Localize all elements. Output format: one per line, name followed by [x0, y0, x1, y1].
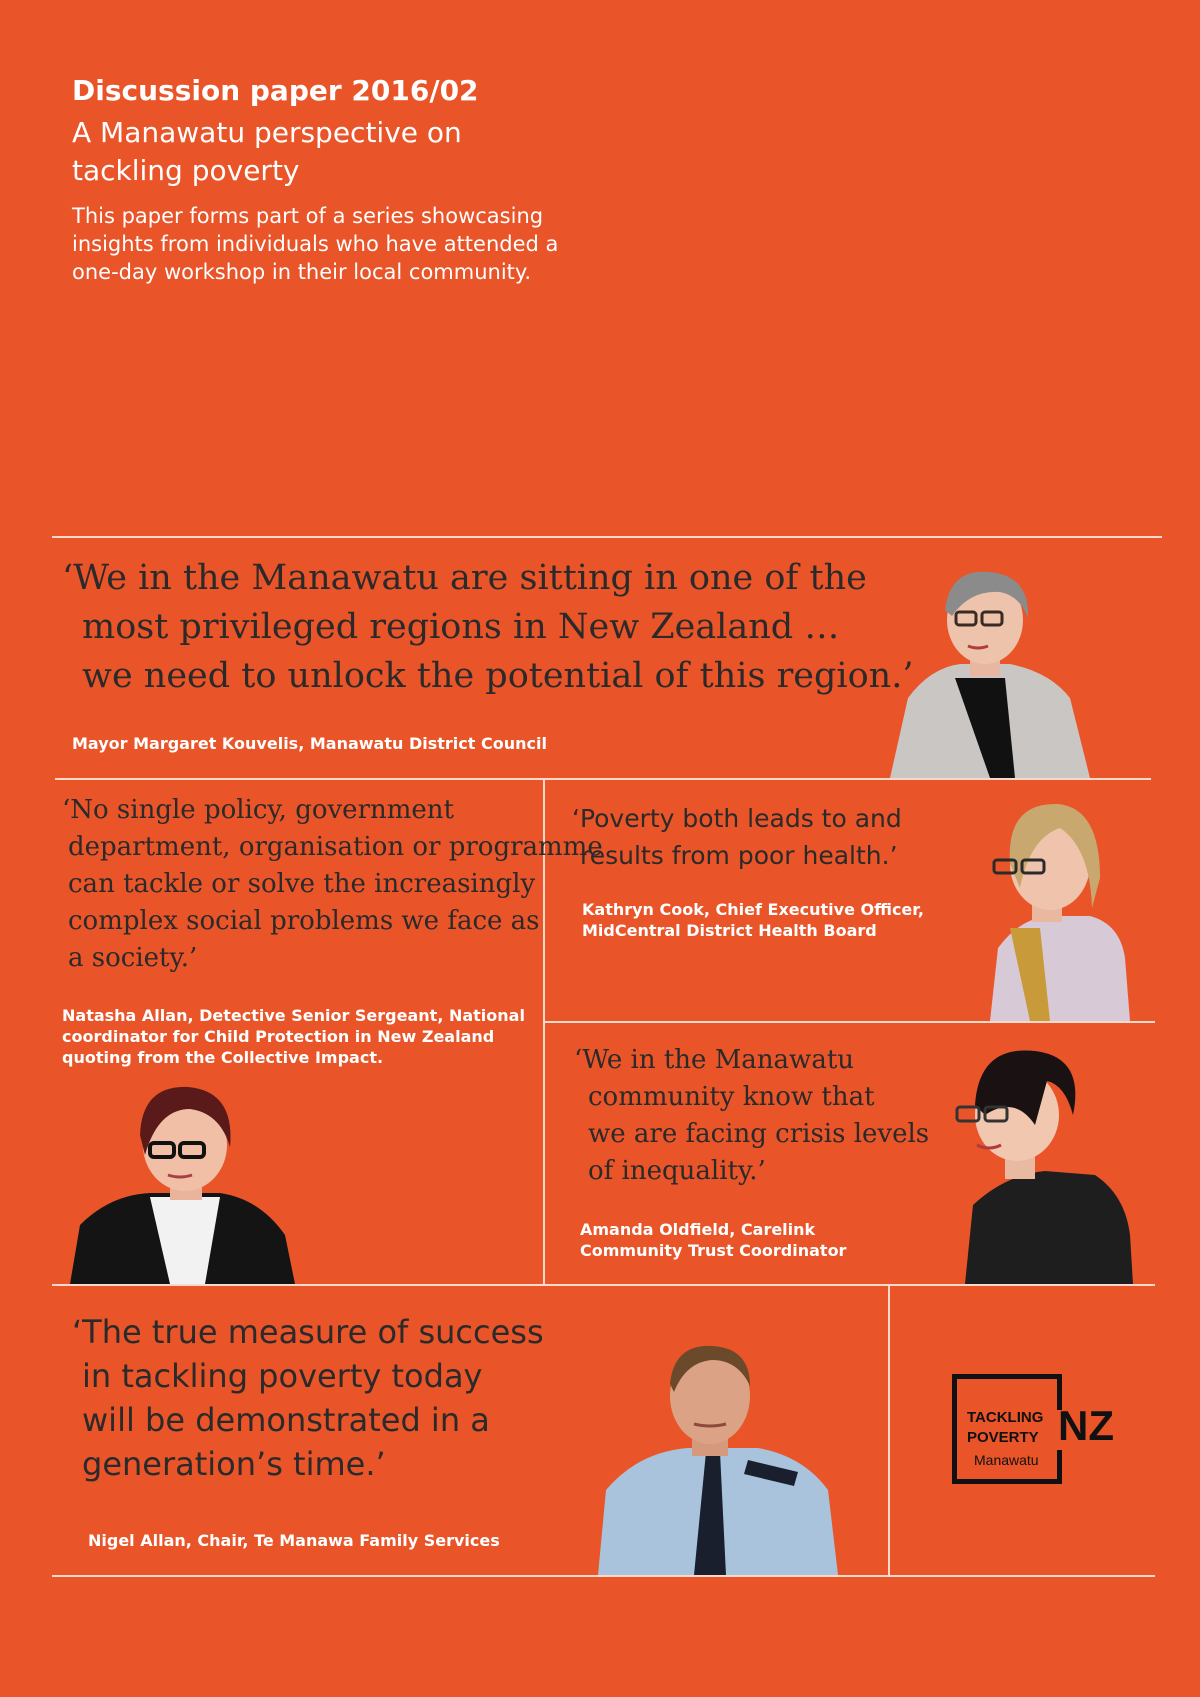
quote-oldfield	[574, 1042, 929, 1190]
quote-line: in tackling poverty today	[82, 1357, 483, 1395]
logo-place: Manawatu	[974, 1452, 1039, 1468]
intro-text	[72, 202, 592, 286]
logo-nz: NZ	[1058, 1402, 1114, 1449]
quote-line: community know that	[588, 1082, 875, 1112]
attribution-line: MidCentral District Health Board	[582, 921, 877, 940]
quote-line: ‘Poverty both leads to and	[572, 804, 902, 833]
attribution-line: Amanda Oldfield, Carelink	[580, 1220, 816, 1239]
portrait-oldfield	[955, 1045, 1135, 1284]
attribution-line: coordinator for Child Protection in New Zealand	[62, 1027, 495, 1046]
logo-wordmark	[967, 1408, 1043, 1448]
attribution-line: Natasha Allan, Detective Senior Sergeant, National	[62, 1006, 525, 1025]
quote-line: ‘We in the Manawatu are sitting in one of the	[62, 558, 867, 598]
quote-line: ‘The true measure of success	[72, 1313, 544, 1351]
quote-line: results from poor health.’	[580, 841, 898, 870]
quote-line: can tackle or solve the increasingly	[68, 869, 536, 899]
portrait-cook	[980, 798, 1130, 1021]
quote-line: ‘We in the Manawatu	[574, 1045, 855, 1075]
attribution-line: quoting from the Collective Impact.	[62, 1048, 384, 1067]
attribution-kouvelis: Mayor Margaret Kouvelis, Manawatu District Council	[72, 734, 547, 753]
logo-line: TACKLING	[967, 1409, 1044, 1426]
attribution-oldfield	[580, 1219, 846, 1261]
attribution-line: Kathryn Cook, Chief Executive Officer,	[582, 900, 924, 919]
divider-top	[52, 536, 1162, 538]
attribution-cook	[582, 899, 924, 941]
divider-bottom	[52, 1575, 1155, 1577]
quote-line: ‘No single policy, government	[62, 795, 454, 825]
quote-line: complex social problems we face as	[68, 906, 540, 936]
quote-kouvelis	[62, 554, 913, 701]
quote-line: we are facing crisis levels	[588, 1119, 930, 1149]
portrait-kouvelis	[890, 568, 1150, 778]
paper-subtitle	[72, 114, 552, 190]
intro-line: insights from individuals who have attended a	[72, 232, 559, 256]
subtitle-line: tackling poverty	[72, 154, 300, 187]
intro-line: one-day workshop in their local community.	[72, 260, 532, 284]
attribution-nigel: Nigel Allan, Chair, Te Manawa Family Services	[88, 1531, 500, 1550]
quote-line: will be demonstrated in a	[82, 1401, 490, 1439]
quote-line: we need to unlock the potential of this region.’	[82, 656, 914, 696]
quote-line: a society.’	[68, 943, 198, 973]
quote-nigel	[72, 1310, 544, 1486]
attribution-natasha	[62, 1005, 525, 1068]
portrait-natasha	[70, 1075, 300, 1284]
quote-line: department, organisation or programme	[68, 832, 603, 862]
portrait-nigel	[598, 1340, 848, 1575]
divider-right-split	[545, 1021, 1155, 1023]
subtitle-line: A Manawatu perspective on	[72, 116, 462, 149]
quote-cook	[572, 800, 902, 874]
divider-row2	[55, 778, 1151, 780]
attribution-line: Community Trust Coordinator	[580, 1241, 847, 1260]
divider-row3	[52, 1284, 1155, 1286]
quote-line: most privileged regions in New Zealand …	[82, 607, 840, 647]
series-title: Discussion paper 2016/02	[72, 74, 479, 107]
quote-line: of inequality.’	[588, 1156, 766, 1186]
logo-line: POVERTY	[967, 1429, 1039, 1446]
intro-line: This paper forms part of a series showcasing	[72, 204, 544, 228]
divider-col-logo	[888, 1284, 890, 1576]
quote-line: generation’s time.’	[82, 1445, 386, 1483]
quote-natasha	[62, 792, 603, 977]
